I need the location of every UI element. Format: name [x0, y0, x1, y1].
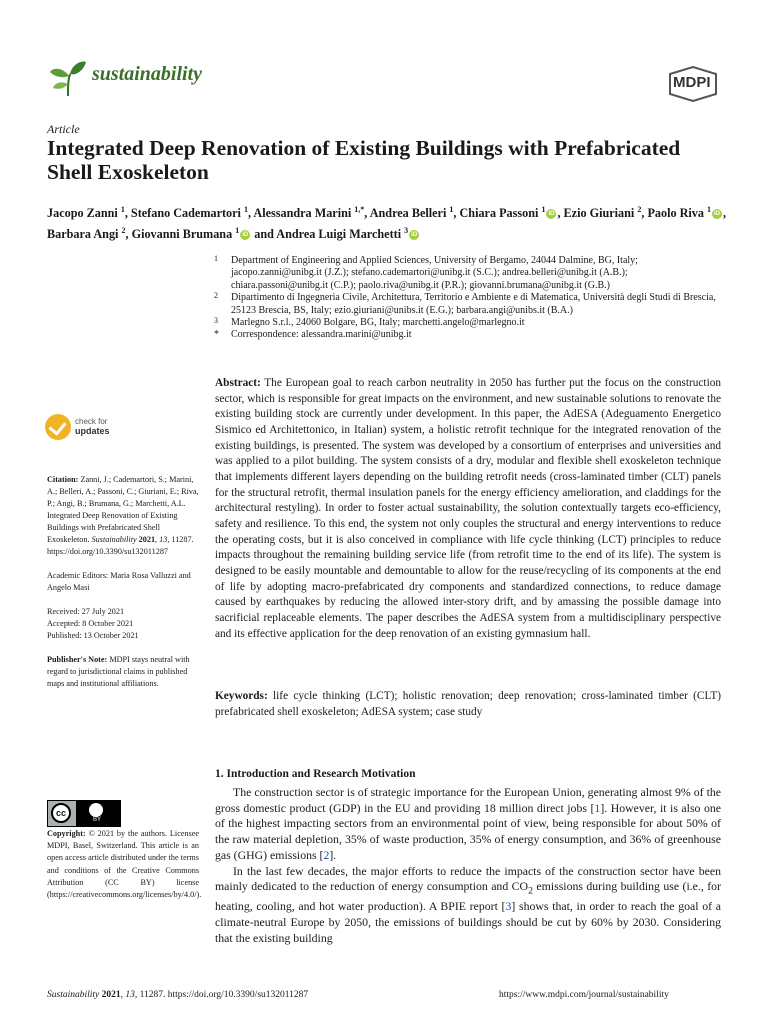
author-affiliation-mark: 2 — [121, 226, 126, 236]
author-name: Andrea Belleri — [369, 206, 447, 221]
author-name: Stefano Cademartori — [130, 206, 241, 221]
author-affiliation-mark: 1 — [707, 205, 712, 214]
cc-by-license-badge[interactable] — [47, 800, 121, 827]
sidebar-info — [47, 474, 199, 690]
article-type: Article — [47, 122, 80, 136]
reference-link-3[interactable]: 3 — [505, 899, 512, 914]
journal-name: sustainability — [92, 63, 203, 85]
mdpi-logo-text: MDPI — [673, 74, 711, 91]
footer-citation: Sustainability 2021, 13, 11287. https://doi.org/10.3390/su132011287 — [47, 990, 309, 1000]
author-affiliation-mark: 3 — [404, 226, 409, 236]
attribution-person-icon — [89, 803, 103, 817]
footer-journal-url[interactable]: https://www.mdpi.com/journal/sustainability — [499, 990, 669, 1000]
author-affiliation-mark: 2 — [637, 205, 642, 214]
author-affiliation-mark: 1 — [120, 205, 125, 214]
check-updates-icon — [45, 414, 71, 440]
affiliation-text: Correspondence: alessandra.marini@unibg.it — [231, 329, 412, 341]
author-name: Alessandra Marini — [253, 206, 352, 221]
published-date: Published: 13 October 2021 — [47, 631, 139, 640]
affiliation-item — [214, 255, 724, 292]
authors-and: and — [254, 227, 274, 242]
mdpi-logo — [666, 66, 720, 102]
author-name: Jacopo Zanni — [47, 206, 118, 221]
academic-editors: Academic Editors: Maria Rosa Valluzzi and Angelo Masi — [47, 571, 191, 592]
affiliation-marker: 1 — [214, 254, 218, 263]
orcid-icon[interactable]: iD — [714, 211, 721, 218]
affiliation-marker: 3 — [214, 316, 218, 326]
abstract — [215, 376, 721, 642]
affiliation-marker: 2 — [214, 291, 218, 301]
intro-paragraph-2: In the last few decades, the major efforts to reduce the impacts of the construction sector have been mainly dedicated to the reduction of energy consumption and $CO_2$ emissions during building use (i.e., for heating, cooling, and hot water production). A BPIE report [3] shows that, in order to reach the goal of a climate-neutral Europe by 2050, the emissions of buildings should be cut by 60% by 2030. Considering that the existing building — [215, 863, 721, 945]
keywords-text: life cycle thinking (LCT); holistic renovation; deep renovation; cross-laminated timber (CLT) prefabricated shell exoskeleton; AdESA system; case study — [215, 690, 721, 718]
affiliation-marker: * — [214, 329, 219, 341]
intro-body — [215, 785, 721, 946]
author-affiliation-mark: 1 — [235, 226, 240, 236]
abstract-text: The European goal to reach carbon neutrality in 2050 has further put the focus on the construction sector, which is responsible for great impacts on the environment, and new sustainable solutions to renovate the existing building stock are currently under development. In this paper, the AdESA (Adeguamento Energetico Sismico ed Architettonico, in Italian) system, a holistic retrofit technique for the integrated renovation of the existing buildings, is presented. The system was developed by a consortium of enterprises and universities and was applied to a pilot building. The system consists of a dry, modular and flexible shell exoskeleton technique that implements different layers depending on the building retrofit needs (cross-laminated timber (CLT) panels for the structural retrofit, thermal insulation panels for the energy efficiency amelioration, and claddings for the architectural restyling). In order to foster actual sustainability, the solution contextually targets eco-efficiency, safety and resilience. To this end, the system not only couples the structural and energy interventions to reduce the operating costs, but it is also conceived in compliance with life cycle thinking (LCT) principles to reduce impacts throughout the remaining building service life (from retrofit time to the end of its life). The system is designed to be easily mountable and demountable to allow for the reuse/recycling of its components at the end of life by adopting macro-prefabricated dry components and standardized connections, to reduce damage caused by earthquakes by reducing the allowed inter-story drift, and by amassing the possible damage into sacrificial replaceable elements. The paper describes the AdESA system from a multidisciplinary perspective and its effective application for the deep renovation of an existing gymnasium hall. — [215, 377, 722, 640]
author-name: Chiara Passoni — [459, 206, 539, 221]
affiliation-item — [214, 329, 724, 341]
publisher-note: Publisher's Note: MDPI stays neutral with regard to jurisdictional claims in published maps and institutional affiliations. — [47, 655, 190, 688]
cc-icon: cc — [51, 803, 71, 823]
author-affiliation-mark: 1,* — [354, 205, 365, 214]
received-date: Received: 27 July 2021 — [47, 607, 125, 616]
intro-paragraph-1: The construction sector is of strategic importance for the European Union, generating almost 9% of the gross domestic product (GDP) in the EU and providing 18 million direct jobs [1]. However, it is also one of the highest impacting sectors from an environmental point of view, being responsible for about 50% of the raw material depletion, 35% of waste production, 35% of energy consumption, and 36% of greenhouse gas (GHG) emissions [2]. — [215, 785, 721, 862]
author-name: Giovanni Brumana — [131, 227, 233, 242]
reference-link-1[interactable]: 1 — [594, 800, 601, 815]
affiliation-item — [214, 317, 724, 329]
author-name: Barbara Angi — [47, 227, 119, 242]
affiliation-text: Dipartimento di Ingegneria Civile, Architettura, Territorio e Ambiente e di Matematica, Università degli Studi di Brescia, 25123 Brescia, BS, Italy; ezio.giuriani@unibs.it (E.G.); barbara.angi@unibs.it (B.A.) — [231, 292, 716, 316]
author-name: Ezio Giuriani — [563, 206, 635, 221]
reference-link-2[interactable]: 2 — [323, 847, 330, 862]
cc-by-label: BY — [93, 817, 102, 823]
abstract-label: Abstract: — [215, 377, 261, 389]
orcid-icon[interactable]: iD — [548, 211, 555, 218]
author-name: Andrea Luigi Marchetti — [276, 227, 402, 242]
accepted-date: Accepted: 8 October 2021 — [47, 619, 134, 628]
orcid-icon[interactable]: iD — [411, 232, 418, 239]
author-list: Jacopo Zanni $^1$, Stefano Cademartori $^1$, Alessandra Marini $^{1,*}$, Andrea Belleri $^1$, Chiara Passoni $^1$iD , Ezio Giuriani $^2$, Paolo Riva $^1$iD , Barbara Angi $^2$, Giovanni Brumana $^1$iD and Andrea Luigi Marchetti $^3$iD — [47, 205, 727, 242]
author-affiliation-mark: 1 — [541, 205, 546, 214]
updates-label: updates — [75, 426, 110, 436]
author-affiliation-mark: 1 — [449, 205, 454, 214]
check-for-label: check for — [75, 417, 108, 426]
sustainability-leaf-icon — [48, 58, 88, 98]
affiliation-item — [214, 292, 724, 317]
orcid-icon[interactable]: iD — [242, 232, 249, 239]
copyright-notice: Copyright: © 2021 by the authors. Licensee MDPI, Basel, Switzerland. This article is an open access article distributed under the terms and conditions of the Creative Commons Attribution (CC BY) license (https://creativecommons.org/licenses/by/4.0/). — [47, 829, 202, 900]
affiliation-text: Department of Engineering and Applied Sciences, University of Bergamo, 24044 Dalmine, BG, Italy; jacopo.zanni@unibg.it (J.Z.); stefano.cademartori@unibg.it (S.C.); andrea.belleri@unibg.it (A.B.); chiara.passoni@unibg.it (C.P.); paolo.riva@unibg.it (P.R.); giovanni.brumana@unibg.it (G.B.) — [231, 255, 638, 291]
check-for-updates-button[interactable] — [45, 414, 165, 450]
section-heading: 1. Introduction and Research Motivation — [215, 768, 416, 780]
keywords-label: Keywords: — [215, 690, 268, 702]
author-affiliation-mark: 1 — [243, 205, 248, 214]
article-title: Integrated Deep Renovation of Existing Buildings with Prefabricated Shell Exoskeleton — [47, 136, 681, 184]
citation: Citation: Zanni, J.; Cademartori, S.; Marini, A.; Belleri, A.; Passoni, C.; Giuriani, E.; Riva, P.; Angi, B.; Brumana, G.; Marchetti, A.L. Integrated Deep Renovation of Existing Buildings with Prefabricated Shell Exoskeleton. Sustainability 2021, 13, 11287. https://doi.org/10.3390/su132011287 — [47, 475, 199, 556]
author-name: Paolo Riva — [647, 206, 704, 221]
affiliations — [214, 255, 724, 342]
keywords — [215, 689, 721, 720]
affiliation-text: Marlegno S.r.l., 24060 Bolgare, BG, Italy; marchetti.angelo@marlegno.it — [231, 317, 525, 329]
